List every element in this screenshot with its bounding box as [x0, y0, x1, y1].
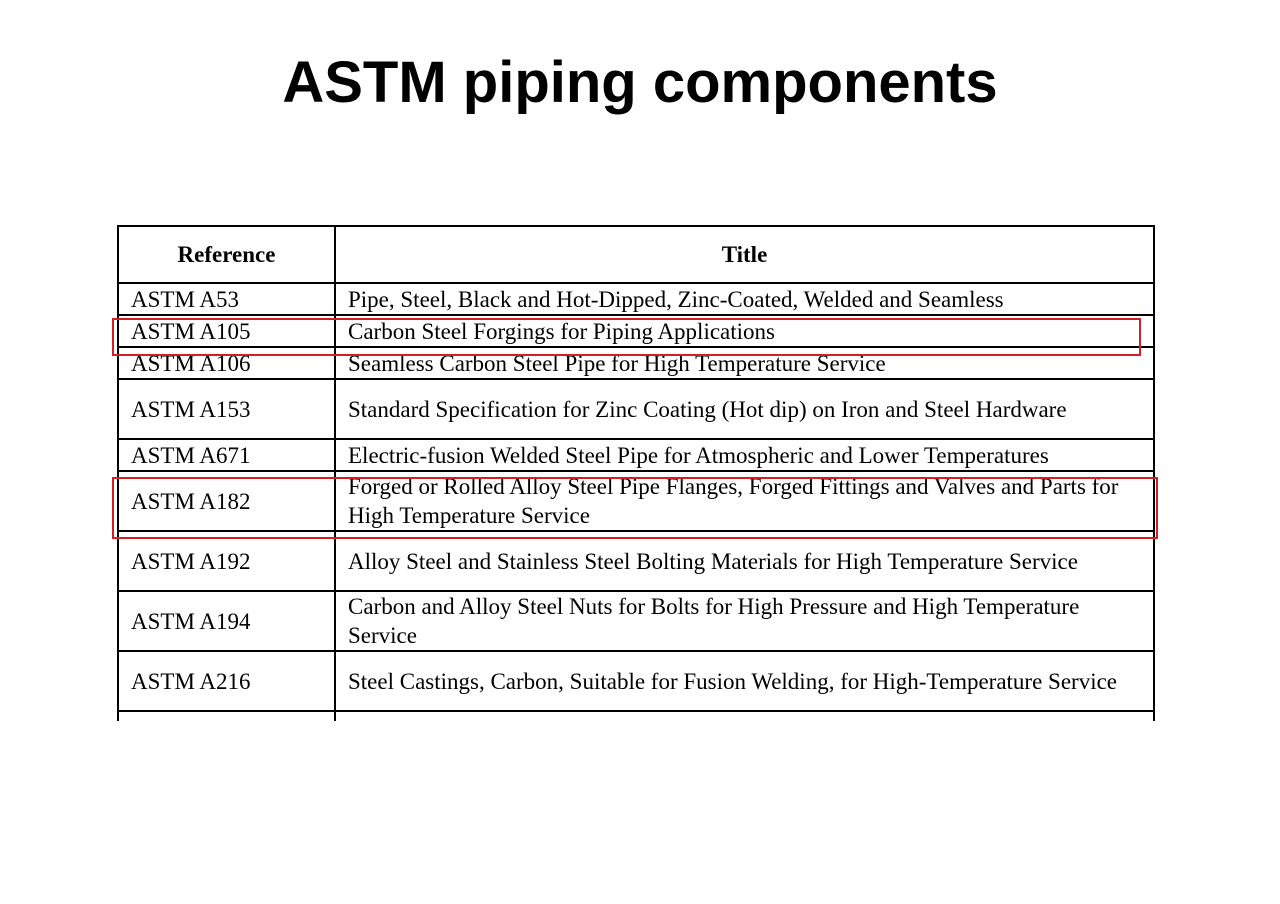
table-row [118, 531, 1154, 591]
reference-cell: ASTM A53 [118, 283, 335, 315]
highlight-box-a182 [112, 477, 1158, 539]
reference-cell [118, 711, 335, 721]
table-row-cut-off [118, 711, 1154, 721]
title-cell: Alloy Steel and Stainless Steel Bolting Materials for High Temperature Service [335, 531, 1154, 591]
table-row [118, 439, 1154, 471]
title-cell: Electric-fusion Welded Steel Pipe for Atmospheric and Lower Temperatures [335, 439, 1154, 471]
title-cell: Forged or Rolled Alloy Steel Pipe Flanges, Forged Fittings and Valves and Parts for High Temperature Service [335, 471, 1154, 531]
reference-cell: ASTM A192 [118, 531, 335, 591]
table-row [118, 651, 1154, 711]
reference-cell: ASTM A216 [118, 651, 335, 711]
reference-cell: ASTM A105 [118, 315, 335, 347]
reference-column-header: Reference [118, 226, 335, 283]
spec-table-container [116, 224, 1156, 721]
table-row [118, 283, 1154, 315]
spec-table [117, 225, 1155, 721]
page-title: ASTM piping components [282, 50, 998, 115]
reference-cell: ASTM A194 [118, 591, 335, 651]
table-header-row [118, 226, 1154, 283]
reference-cell: ASTM A106 [118, 347, 335, 379]
title-cell: Pipe, Steel, Black and Hot-Dipped, Zinc-Coated, Welded and Seamless [335, 283, 1154, 315]
table-row [118, 591, 1154, 651]
title-cell: Carbon Steel Forgings for Piping Applications [335, 315, 1154, 347]
title-cell: Carbon and Alloy Steel Nuts for Bolts for High Pressure and High Temperature Service [335, 591, 1154, 651]
title-cell: Seamless Carbon Steel Pipe for High Temperature Service [335, 347, 1154, 379]
reference-cell: ASTM A153 [118, 379, 335, 439]
table-row [118, 379, 1154, 439]
title-cell: Steel Castings, Carbon, Suitable for Fusion Welding, for High-Temperature Service [335, 651, 1154, 711]
title-cell [335, 711, 1154, 721]
title-cell: Standard Specification for Zinc Coating (Hot dip) on Iron and Steel Hardware [335, 379, 1154, 439]
reference-cell: ASTM A671 [118, 439, 335, 471]
title-column-header: Title [335, 226, 1154, 283]
highlight-box-a105 [112, 318, 1141, 356]
reference-cell: ASTM A182 [118, 471, 335, 531]
